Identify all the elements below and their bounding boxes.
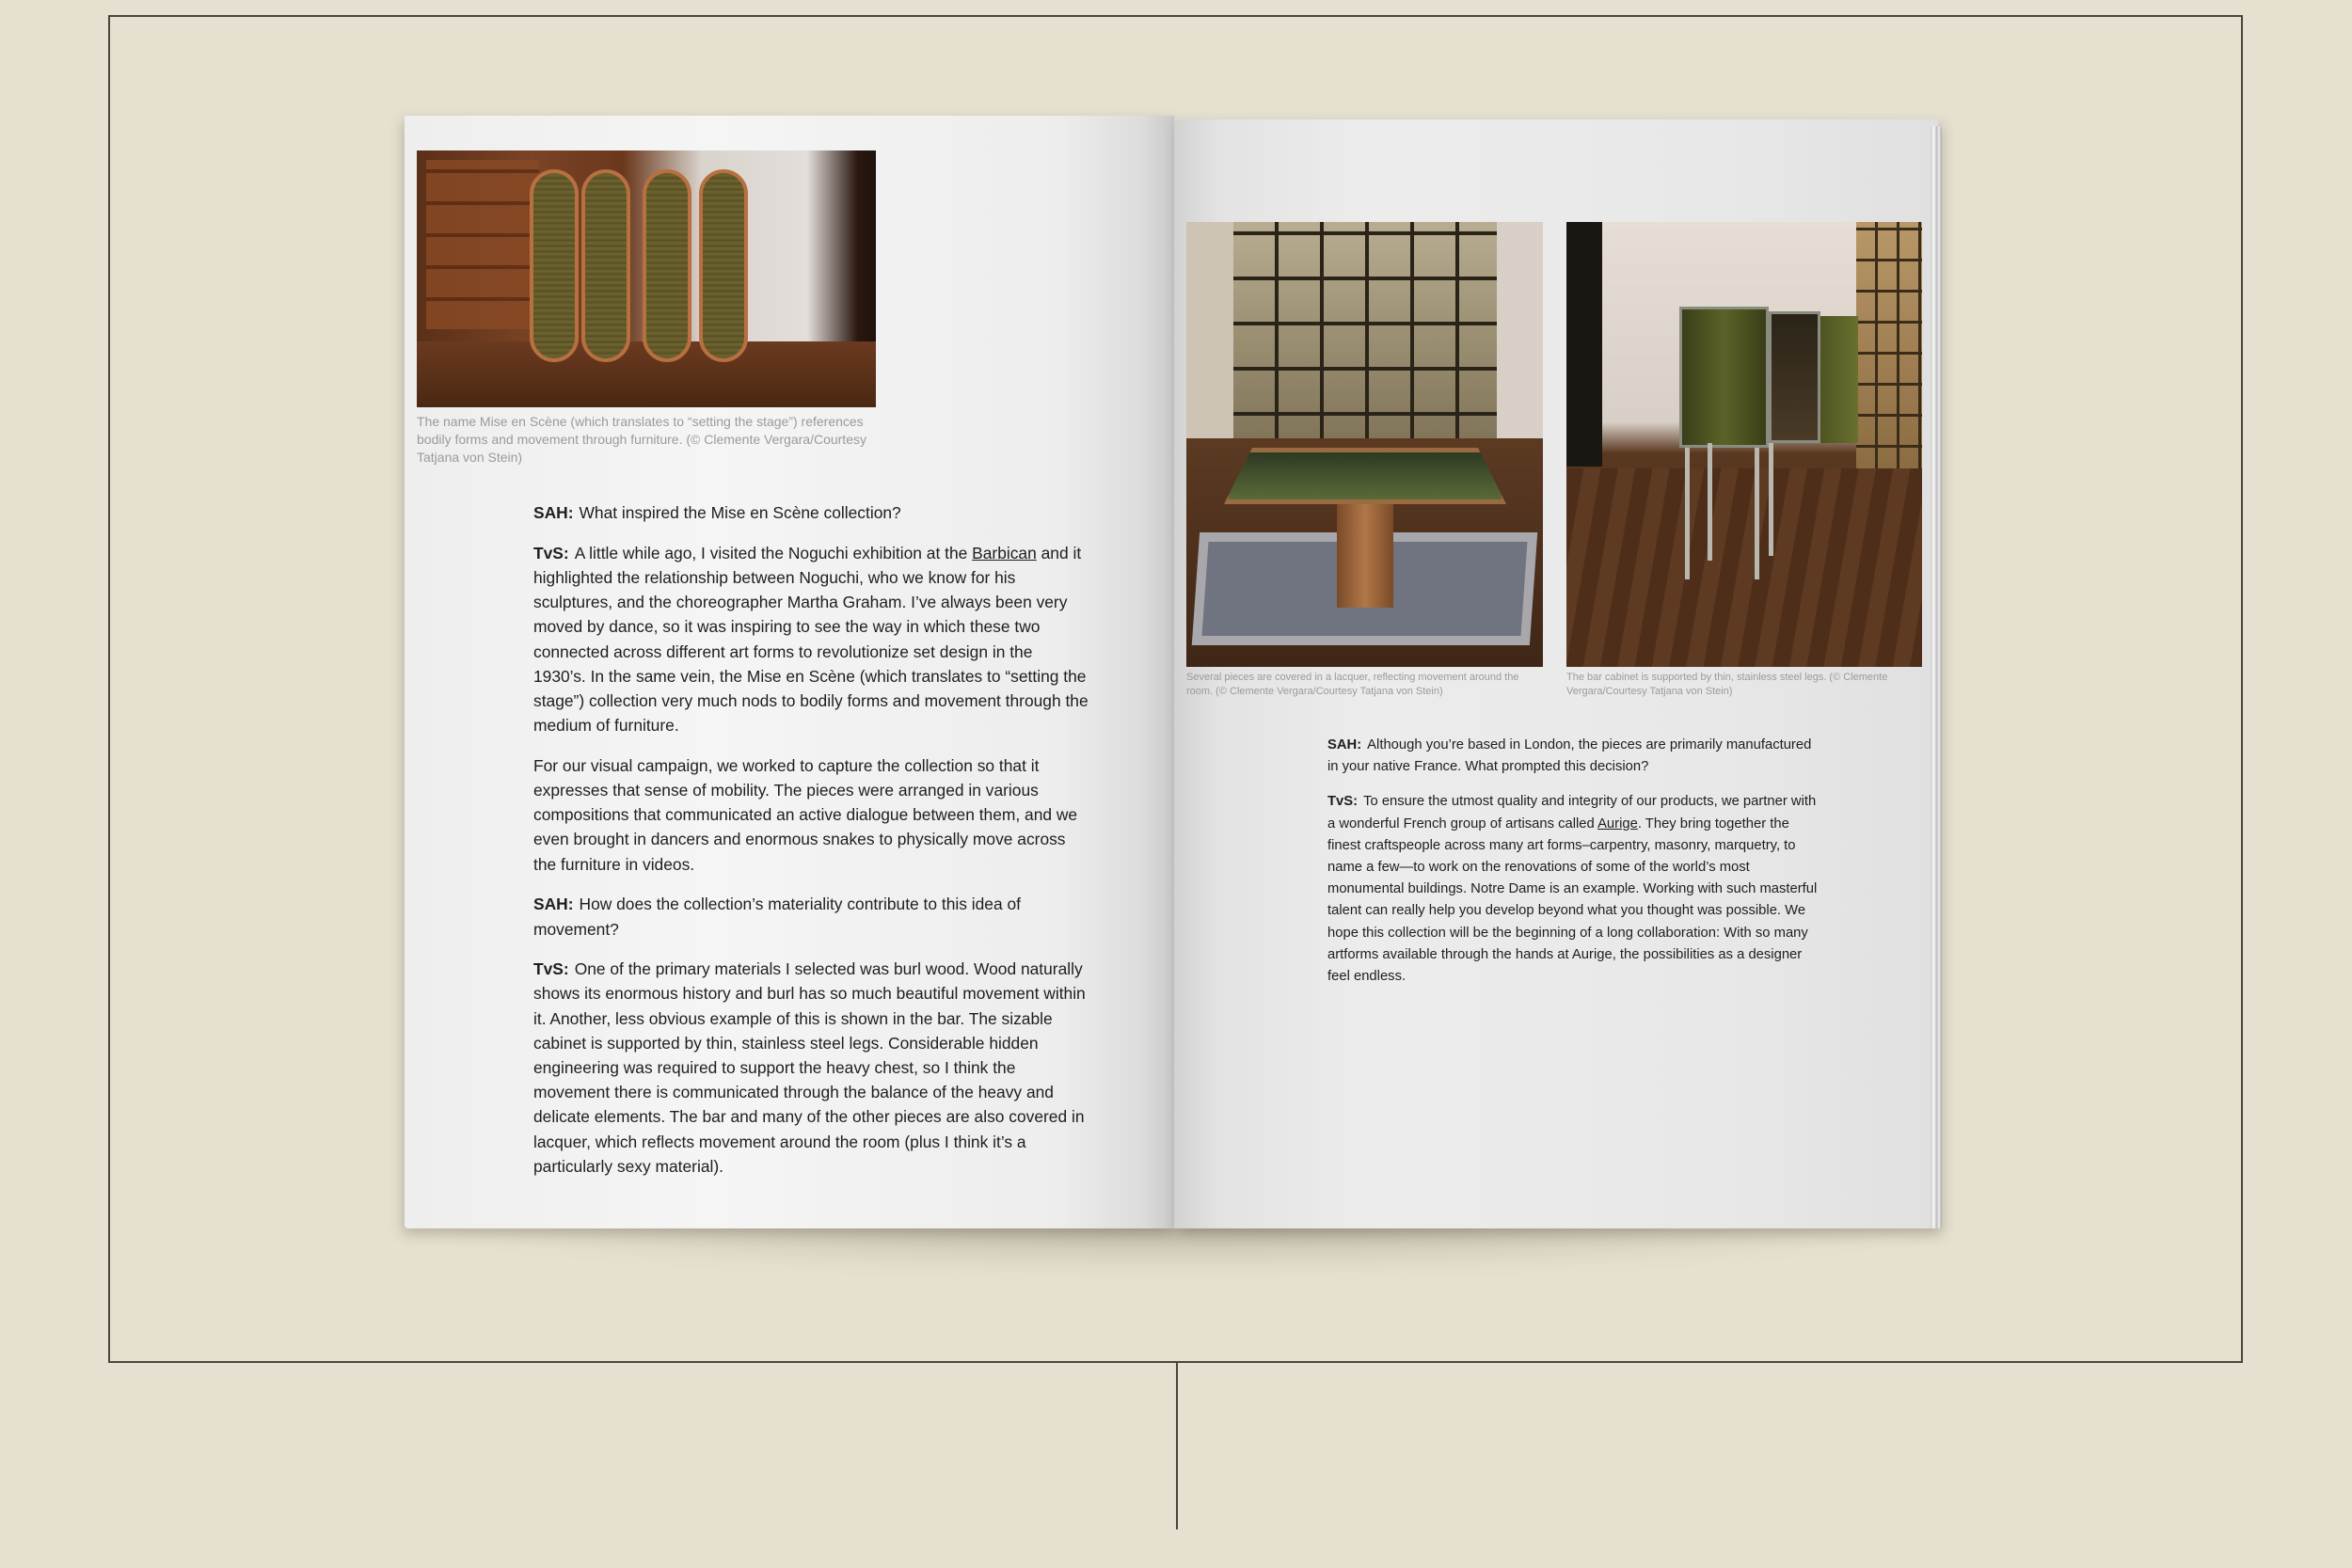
folding-screen-photo: [417, 150, 876, 407]
right-text-column: [1327, 735, 1821, 1001]
interview-answer: [533, 541, 1089, 738]
interview-question: [533, 892, 1089, 941]
answer-text: . They bring together the finest craftspeople across many art forms–carpentry, masonry, marquetry, to name a few—to work on the renovations of some of the world’s most monumental buildings. Notre Dame is an example. Working with such masterful talent can really help you develop beyond what you thought was possible. We hope this collection will be the beginning of a long collaboration: With so many artforms available through the hands at Aurige, the possibilities as a designer feel endless.: [1327, 816, 1818, 985]
speaker-label: TvS:: [533, 959, 569, 979]
interview-answer: [533, 957, 1089, 1179]
speaker-label: SAH:: [533, 503, 574, 522]
answer-text: A little while ago, I visited the Noguchi exhibition at the: [574, 543, 973, 562]
page-stack-edge: [1931, 126, 1942, 1228]
answer-text: To ensure the utmost quality and integrity of our products, we partner with a wonderful French group of artisans called: [1327, 794, 1817, 832]
question-text: How does the collection’s materiality contribute to this idea of movement?: [533, 895, 1021, 939]
lacquer-table-caption: Several pieces are covered in a lacquer, reflecting movement around the room. (© Clemente Vergara/Courtesy Tatjana von Stein): [1186, 672, 1519, 697]
speaker-label: TvS:: [533, 543, 569, 562]
barbican-link[interactable]: Barbican: [972, 543, 1037, 562]
answer-text: One of the primary materials I selected was burl wood. Wood naturally shows its enormous history and burl has so much beautiful movement within it. Another, less obvious example of this is shown in the bar. The sizable cabinet is supported by thin, stainless steel legs. Considerable hidden engineering was required to support the heavy chest, so I think the movement there is communicated through the balance of the heavy and delicate elements. The bar and many of the other pieces are also covered in lacquer, which reflects movement around the room (plus I think it’s a particularly sexy material).: [533, 959, 1086, 1176]
speaker-label: TvS:: [1327, 794, 1359, 810]
interview-answer-continued: [533, 753, 1089, 877]
question-text: What inspired the Mise en Scène collection?: [579, 503, 901, 522]
left-text-column: [533, 500, 1089, 1195]
frame-stem-line: [1176, 1363, 1178, 1529]
question-text: Although you’re based in London, the pieces are primarily manufactured in your native France. What prompted this decision?: [1327, 737, 1812, 775]
answer-text: and it highlighted the relationship between Noguchi, who we know for his sculptures, and the choreographer Martha Graham. I’ve always been very moved by dance, so it was inspiring to see the way in which these two connected across different art forms to revolutionize set design in the 1930’s. In the same vein, the Mise en Scène (which translates to “setting the stage”) collection very much nods to bodily forms and movement through the medium of furniture.: [533, 543, 1089, 736]
aurige-link[interactable]: Aurige: [1597, 816, 1638, 832]
lacquer-table-photo: [1186, 222, 1543, 667]
answer-text: For our visual campaign, we worked to capture the collection so that it expresses that sense of mobility. The pieces were arranged in various compositions that communicated an active dialogue between them, and we even brought in dancers and enormous snakes to physically move across the furniture in videos.: [533, 755, 1078, 874]
bar-cabinet-caption: The bar cabinet is supported by thin, stainless steel legs. (© Clemente Vergara/Courtesy Tatjana von Stein): [1566, 672, 1888, 697]
speaker-label: SAH:: [1327, 737, 1362, 752]
interview-question: [533, 500, 1089, 525]
interview-answer: [1327, 791, 1821, 988]
interview-question: [1327, 735, 1821, 778]
speaker-label: SAH:: [533, 895, 574, 914]
folding-screen-caption: The name Mise en Scène (which translates to “setting the stage”) references bodily forms and movement through furniture. (© Clemente Vergara/Courtesy Tatjana von Stein): [417, 414, 866, 465]
bar-cabinet-photo: [1566, 222, 1922, 667]
